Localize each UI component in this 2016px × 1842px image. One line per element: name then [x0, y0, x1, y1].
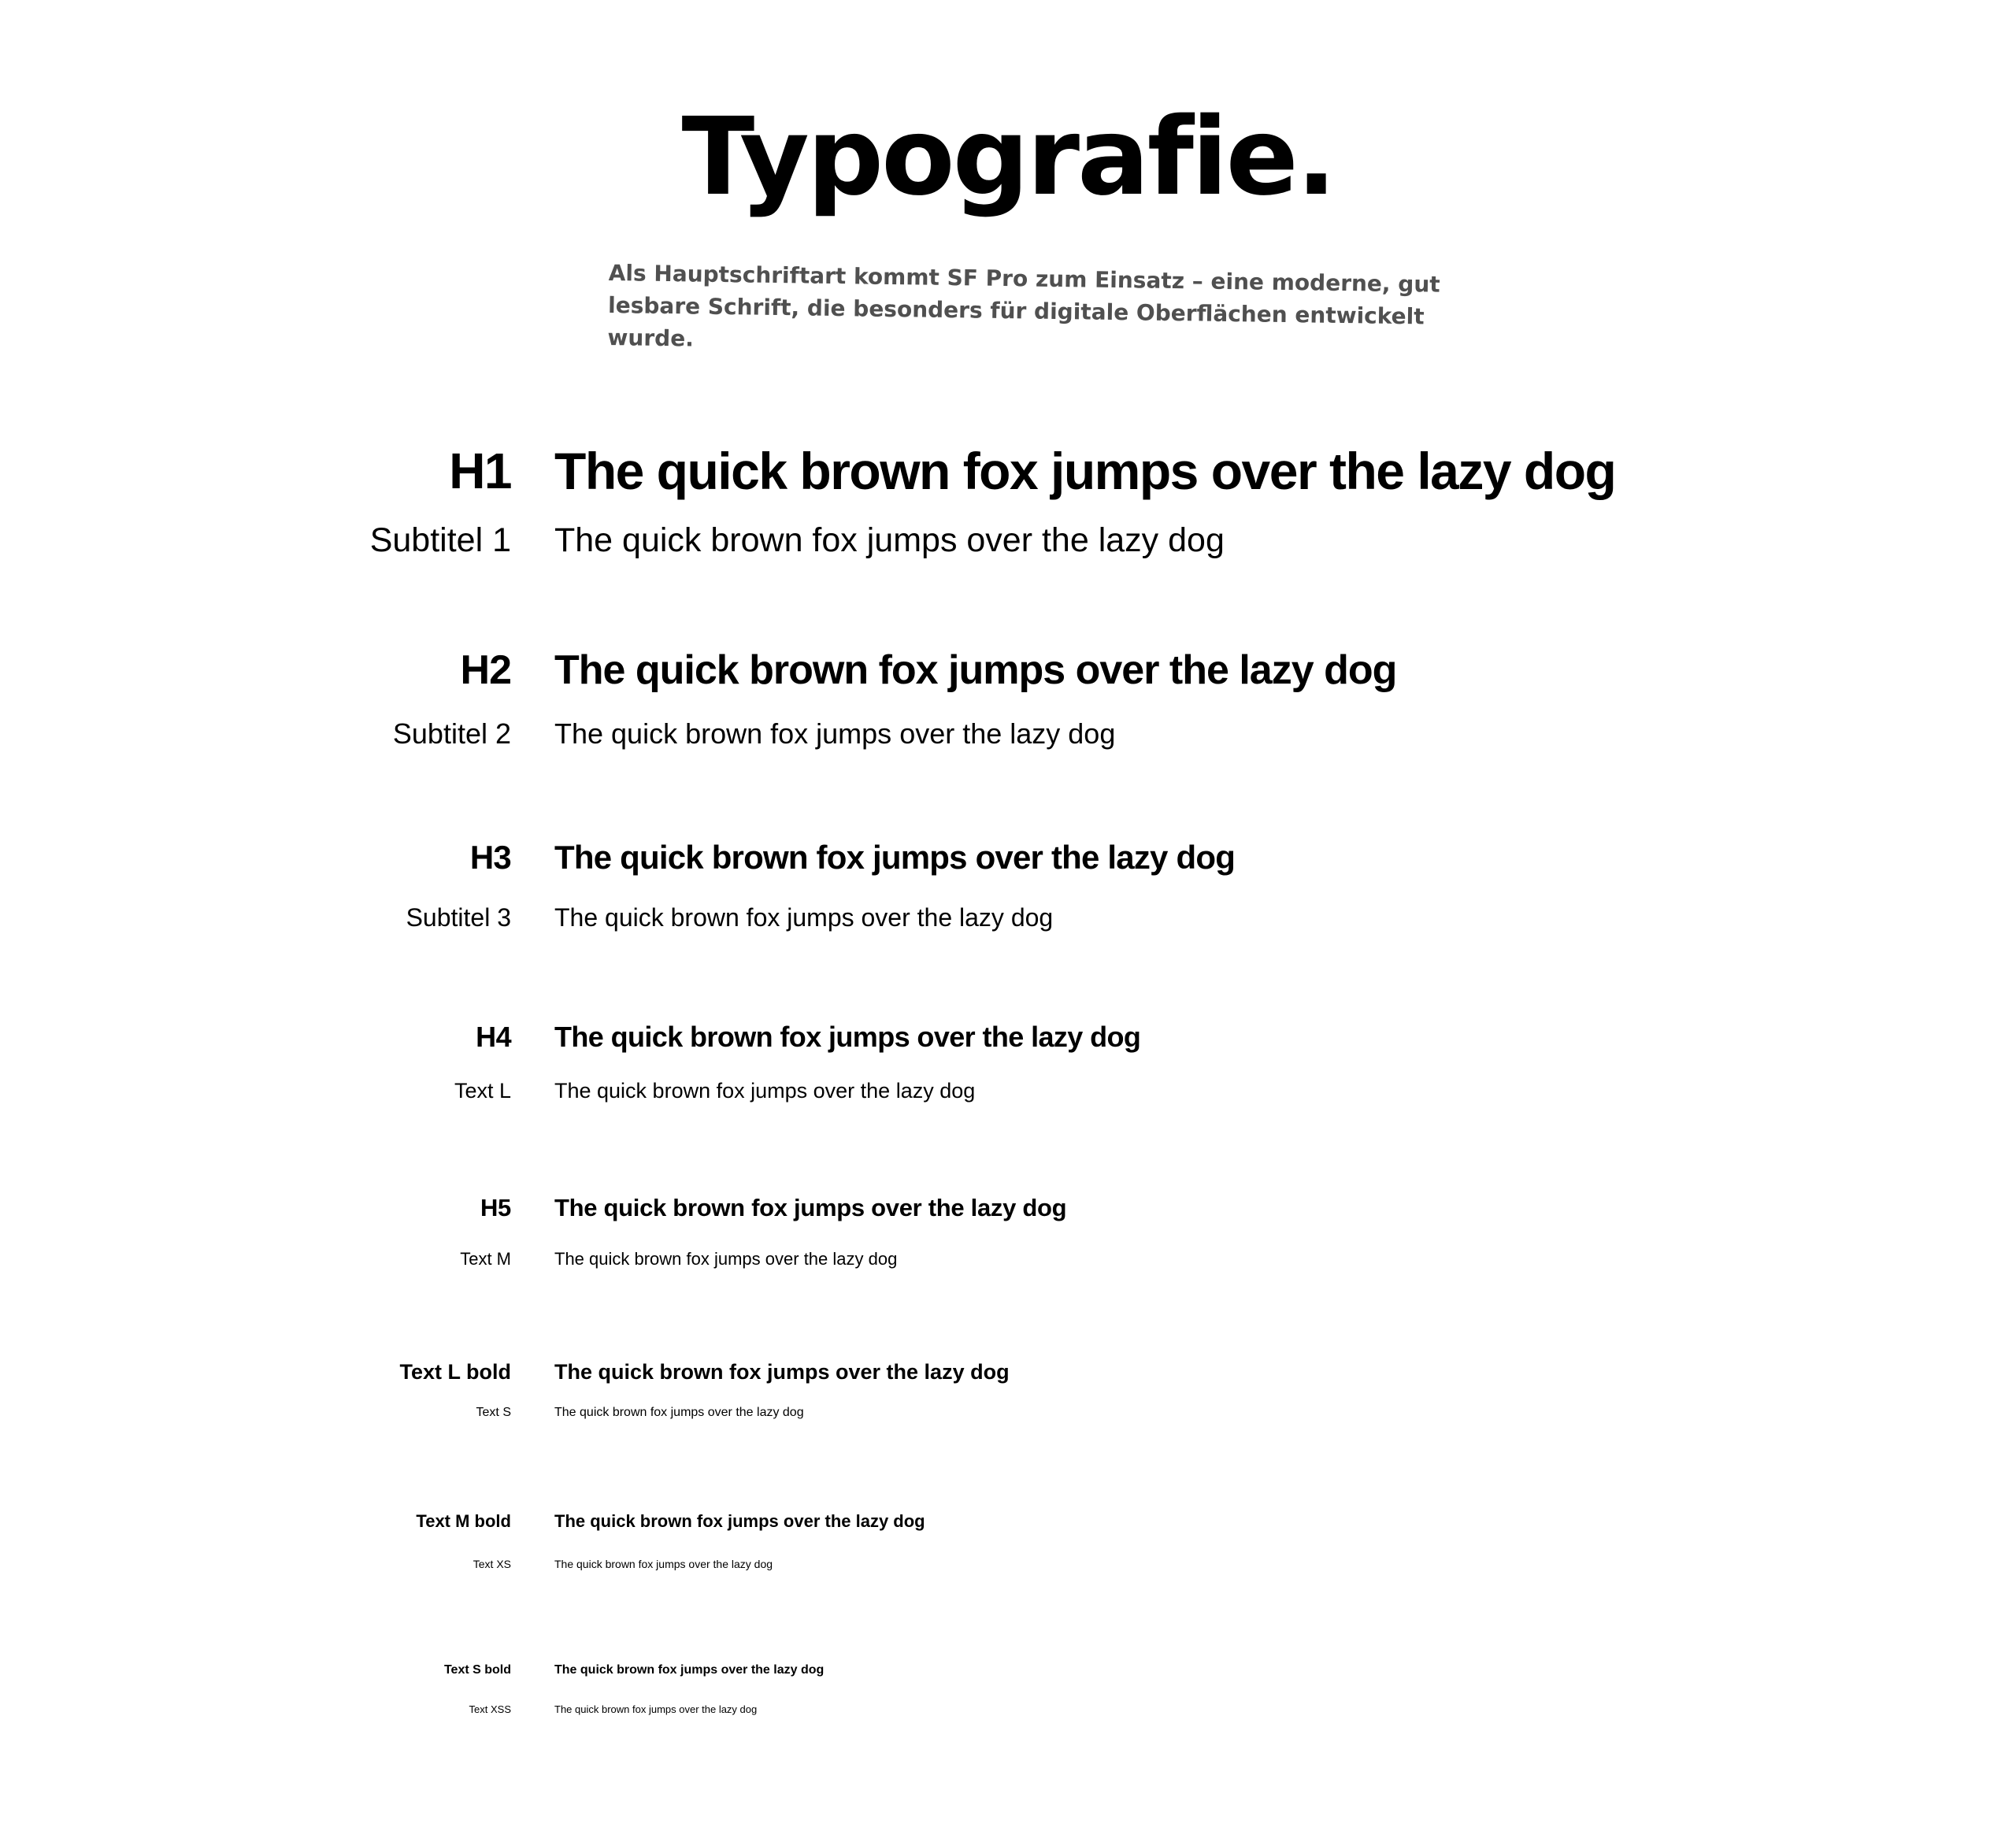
type-sample: The quick brown fox jumps over the lazy dog — [554, 903, 1054, 932]
type-label: H3 — [469, 839, 511, 876]
type-label: Text XSS — [469, 1703, 511, 1715]
intro-text: Als Hauptschriftart kommt SF Pro zum Einsatz – eine moderne, gut lesbare Schrift, die besonders für digitale Oberflächen entwickelt wurde. — [607, 259, 1440, 352]
type-sample: The quick brown fox jumps over the lazy dog — [554, 839, 1236, 876]
type-label: Text M bold — [416, 1511, 511, 1531]
type-sample: The quick brown fox jumps over the lazy dog — [554, 717, 1116, 750]
type-label: H4 — [476, 1021, 511, 1053]
type-sample: The quick brown fox jumps over the lazy dog — [554, 521, 1225, 559]
type-sample: The quick brown fox jumps over the lazy dog — [554, 1703, 758, 1715]
type-label: H1 — [449, 443, 511, 499]
type-label: Text S bold — [443, 1663, 511, 1677]
type-sample: The quick brown fox jumps over the lazy dog — [554, 1663, 825, 1677]
type-sample: The quick brown fox jumps over the lazy dog — [554, 1558, 773, 1570]
type-sample: The quick brown fox jumps over the lazy dog — [554, 1079, 976, 1103]
type-sample: The quick brown fox jumps over the lazy dog — [554, 647, 1397, 693]
type-sample: The quick brown fox jumps over the lazy dog — [554, 1406, 804, 1419]
type-sample: The quick brown fox jumps over the lazy dog — [554, 1360, 1010, 1384]
type-sample: The quick brown fox jumps over the lazy dog — [554, 1021, 1141, 1053]
type-sample: The quick brown fox jumps over the lazy dog — [554, 1249, 898, 1269]
type-sample: The quick brown fox jumps over the lazy dog — [554, 1511, 925, 1531]
type-sample: The quick brown fox jumps over the lazy dog — [554, 1194, 1067, 1221]
type-label: Text L bold — [399, 1360, 511, 1384]
type-label: Text M — [460, 1249, 511, 1269]
type-label: Subtitel 1 — [369, 521, 511, 559]
type-sample: The quick brown fox jumps over the lazy dog — [554, 442, 1616, 500]
page-title: Typografie. — [681, 95, 1335, 220]
type-label: H2 — [460, 647, 511, 693]
type-label: Text S — [476, 1406, 511, 1419]
type-label: H5 — [480, 1194, 511, 1221]
type-label: Subtitel 2 — [392, 717, 511, 750]
type-label: Subtitel 3 — [406, 903, 511, 932]
type-label: Text XS — [472, 1558, 511, 1570]
type-label: Text L — [454, 1079, 511, 1103]
